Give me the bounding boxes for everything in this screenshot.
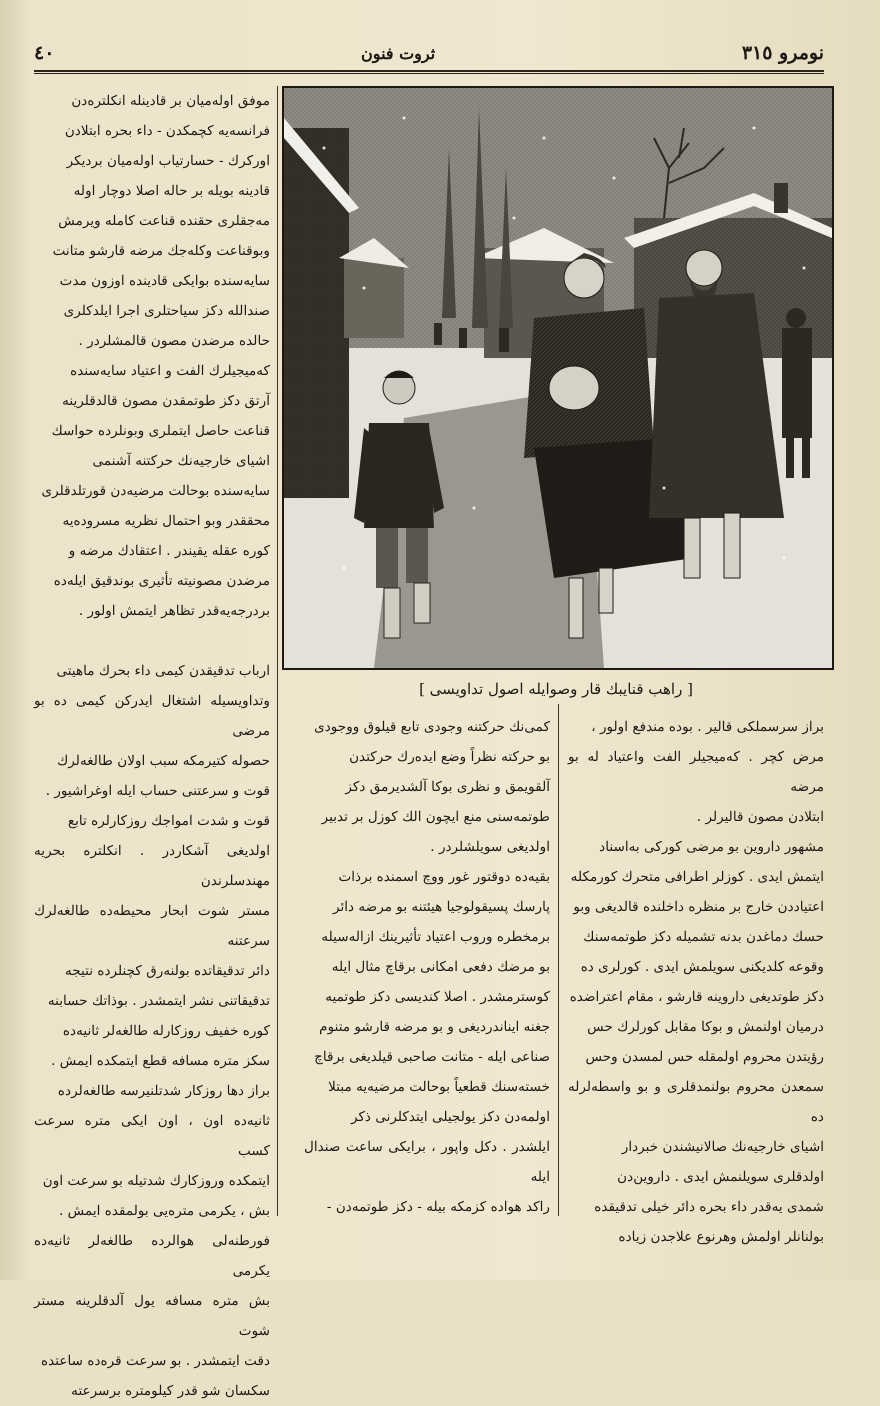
text-line: محققدر وبو احتمال نظريه مسروده‌يه: [62, 513, 270, 529]
text-line: دقت ايتمشدر . بو سرعت قره‌ده ساعتده: [41, 1353, 270, 1369]
text-line: سايه‌سنده بوايكی قادينده اوزون مدت: [59, 273, 270, 289]
text-line: بولنانلر اولمش وهرنوع علاجدن زياده: [618, 1229, 824, 1245]
journal-title: ثروت فنون: [361, 43, 436, 63]
text-line: مرض كچر . كه‌ميجيلر الفت واعتياد له بو مرضه: [568, 749, 824, 795]
article-column-right: [568, 712, 824, 1252]
text-line: ايتمش ايدی . كوزلر اطرافی متحرك كورمكله: [570, 869, 824, 885]
text-line: مشهور داروين بو مرضی كوركی به‌اسناد: [599, 839, 824, 855]
text-line: راكد هواده كزمكه بيله - دكز طوتمه‌دن -: [326, 1199, 550, 1215]
text-line: تدقيقاتنی نشر ايتمشدر . بوذاتك حسابنه: [47, 993, 270, 1009]
text-line: قوت و شدت امواجك روزكارلره تابع: [67, 813, 270, 829]
text-line: وقوعه كلديكنی سويلمش ايدی . كورلری ده: [580, 959, 824, 975]
text-line: اولدقلری سويلنمش ايدی . داروين‌دن: [617, 1169, 824, 1185]
text-line: اشيای خارجيه‌نك صالانيشندن خبردار: [621, 1139, 824, 1155]
text-line: كوره عقله يقيندر . اعتقادك مرضه و: [68, 543, 270, 559]
article-column-left-bottom: [34, 656, 270, 1406]
text-line: بو مرضك دفعی امكانی برقاچ مثال ايله: [331, 959, 550, 975]
text-line: فورطنه‌لی هوالرده طالغه‌لر ثانيه‌ده يكرمی: [34, 1233, 270, 1279]
text-line: صندالله دكز سياحتلری اجرا ايلدكلری: [63, 303, 270, 319]
text-line: قوت و سرعتنی حساب ايله اوغراشيور .: [45, 783, 270, 799]
text-line: اشيای خارجيه‌نك حركتنه آشنمی: [92, 453, 270, 469]
text-line: دائر تدقيقاتده بولنه‌رق كچنلرده نتيجه: [64, 963, 270, 979]
text-line: مرضدن مصونيته تأثيری بوندقيق ايله‌ده: [53, 573, 270, 589]
text-line: قناعت حاصل ايتملری وبونلرده حواسك: [51, 423, 270, 439]
illustration-caption: [ راهب قنايبك قار وصوايله اصول تداويسی ]: [419, 680, 693, 698]
text-line: حصوله كتيرمكه سبب اولان طالغه‌لرك: [57, 753, 270, 769]
text-line: اولديغی آشكاردر . انكلتره بحريه مهندسلرندن: [34, 843, 270, 889]
text-line: مه‌جقلری حقنده قناعت كامله ويرمش: [58, 213, 270, 229]
text-line: اولمه‌دن دكز يولجيلی ايتدكلرنی ذكر: [350, 1109, 550, 1125]
text-line: ايتمكده وروزكارك شدتيله بو سرعت اون: [42, 1173, 270, 1189]
text-line: سمعدن محروم بولنمدقلری و بو واسطه‌لرله ده: [568, 1079, 824, 1125]
text-line: جغنه ايناندرديغی و بو مرضه قارشو متنوم: [319, 1019, 550, 1035]
text-line: براز سرسملكی قالير . بوده مندفع اولور ،: [591, 719, 824, 735]
issue-number: نومرو ٣١٥: [741, 42, 824, 64]
page-number: ٤٠: [34, 42, 55, 64]
text-line: ايلشدر . دكل واپور ، برايكی ساعت صندال ايله: [304, 1139, 550, 1185]
text-line: بردرجه‌يه‌قدر تظاهر ايتمش اولور .: [78, 603, 270, 619]
text-line: سكز متره مسافه قطع ايتمكده ايمش .: [51, 1053, 270, 1069]
text-line: ثانيه‌ده اون ، اون ايكی متره سرعت كسب: [34, 1113, 270, 1159]
text-line: طوتمه‌سنی منع ايچون الك كوزل بر تدبير: [321, 809, 550, 825]
column-divider: [558, 704, 559, 1216]
text-line: پارسك پسيقولوجيا هيئتنه بو مرضه دائر: [332, 899, 550, 915]
column-divider: [277, 86, 278, 1216]
text-line: اعتياددن خارج بر منظره داخلنده قالديغی وبو: [573, 899, 824, 915]
text-line: بقيه‌ده دوقتور غور ووچ اسمنده برذات: [338, 869, 550, 885]
text-line: كه‌ميجيلرك الفت و اعتياد سايه‌سنده: [70, 363, 270, 379]
page-header: [34, 36, 824, 72]
text-line: دكز طوتديغی داروينه قارشو ، مقام اعتراضده: [569, 989, 824, 1005]
text-line: براز دها روزكار شدتلنيرسه طالغه‌لرده: [57, 1083, 270, 1099]
text-line: بو حركته نظراً وضع ايده‌رك حركتدن: [349, 749, 550, 765]
text-line: درميان اولنمش و بوكا مقابل كورلرك حس: [587, 1019, 824, 1035]
text-line: فرانسه‌يه كچمكدن - داء بحره ابتلادن: [64, 123, 270, 139]
text-line: وبوقناعت وكله‌جك مرضه قارشو متانت: [52, 243, 270, 259]
text-line: حالده مرضدن مصون قالمشلردر .: [78, 333, 270, 349]
text-line: بش متره مسافه يول آلدقلرينه مستر شوت: [34, 1293, 270, 1339]
text-line: ارباب تدقيقدن كيمی داء بحرك ماهيتی: [56, 663, 270, 679]
text-line: موفق اوله‌میان بر قادينله انكلتره‌دن: [71, 93, 270, 109]
text-line: سكسان شو قدر كيلومتره برسرعته: [71, 1383, 270, 1399]
text-line: كوره خفيف روزكارله طالغه‌لر ثانيه‌ده: [62, 1023, 270, 1039]
text-line: رؤيتدن محروم اولمقله حس لمسدن وحس: [585, 1049, 824, 1065]
text-line: آلقويمق و نظری بوكا آلشديرمق دكز: [345, 779, 550, 795]
text-line: سايه‌سنده بوحالت مرضيه‌دن قورتلدقلری: [41, 483, 270, 499]
text-line: اوركرك - حسارتياب اوله‌ميان برديكر: [66, 153, 270, 169]
text-line: آرتق دكز طوتمقدن مصون قالدقلرينه: [62, 393, 270, 409]
text-line: شمدی يه‌قدر داء بحره دائر خيلی تدقيقده: [594, 1199, 824, 1215]
text-line: حسك دماغدن بدنه تشميله دكز طوتمه‌سنك: [583, 929, 824, 945]
text-line: وتداويسيله اشتغال ايدركن كيمی ده بو مرضی: [34, 693, 270, 739]
text-line: اولديغی سويلشلردر .: [430, 839, 550, 855]
text-line: قادينه بويله بر حاله اصلا دوچار اوله: [73, 183, 270, 199]
text-line: خسته‌سنك قطعياً بوحالت مرضيه‌يه مبتلا: [328, 1079, 550, 1095]
engraving-illustration: [282, 86, 834, 670]
text-line: كمی‌نك حركتنه وجودی تابع قيلوق ووجودی: [314, 719, 550, 735]
text-line: برمخطره وروب اعتياد تأثيرينك ازاله‌سيله: [321, 929, 550, 945]
article-column-middle: [304, 712, 550, 1222]
text-line: صناعی ايله - متانت صاحبی قيلديغی برقاچ: [314, 1049, 550, 1065]
text-line: مستر شوت ابحار محيطه‌ده طالغه‌لرك سرعتنه: [34, 903, 270, 949]
text-line: بش ، يكرمی متره‌يی بولمقده ايمش .: [59, 1203, 270, 1219]
text-line: كوسترمشدر . اصلا كنديسی دكز طوتميه: [325, 989, 550, 1005]
header-rule: [34, 73, 824, 74]
text-line: ابتلادن مصون قاليرلر .: [696, 809, 824, 825]
winter-scene-icon: [284, 88, 832, 668]
article-column-left-top: [34, 86, 270, 626]
